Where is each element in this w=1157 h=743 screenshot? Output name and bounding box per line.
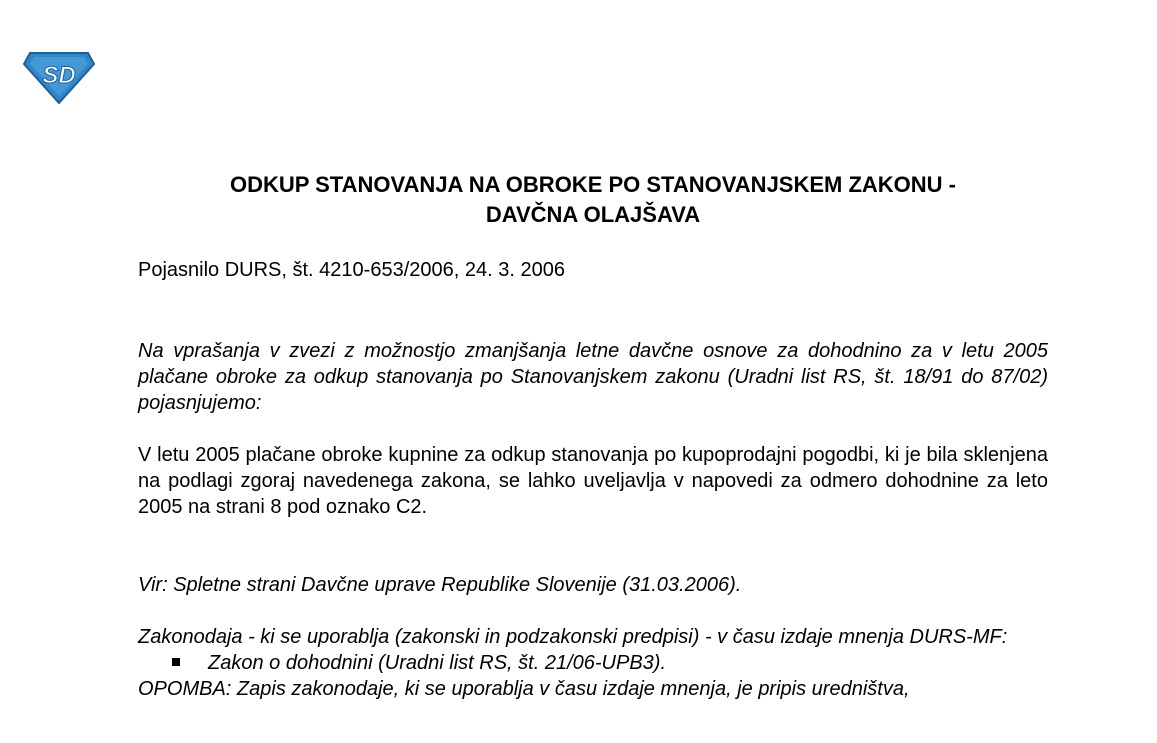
company-logo	[22, 50, 96, 104]
title-line-2: DAVČNA OLAJŠAVA	[485, 202, 701, 227]
source-reference: Pojasnilo DURS, št. 4210-653/2006, 24. 3. 2006	[138, 259, 565, 281]
source-citation: Vir: Spletne strani Davčne uprave Republike Slovenije (31.03.2006).	[138, 574, 742, 596]
answer-paragraph: V letu 2005 plačane obroke kupnine za odkup stanovanja po kupoprodajni pogodbi, ki je bila sklenjena na podlagi zgoraj navedenega zakona, se lahko uveljavlja v napovedi za odmero dohodnine za leto 2005 na strani 8 pod oznako C2.	[138, 444, 1048, 518]
law-list	[138, 650, 1048, 676]
title-line-1: ODKUP STANOVANJA NA OBROKE PO STANOVANJSKEM ZAKONU -	[229, 172, 957, 197]
document-title	[138, 170, 1048, 230]
bullet-square-icon	[172, 658, 180, 666]
logo-lettering: SD	[42, 62, 76, 89]
law-item-text: Zakon o dohodnini (Uradni list RS, št. 21/06-UPB3).	[208, 652, 666, 674]
question-paragraph: Na vprašanja v zvezi z možnostjo zmanjšanja letne davčne osnove za dohodnino za v letu 2005 plačane obroke za odkup stanovanja po Stanovanjskem zakonu (Uradni list RS, št. 18/91 do 87/02) pojasnjujemo:	[138, 340, 1048, 414]
document-body	[138, 170, 1048, 702]
editorial-note: OPOMBA: Zapis zakonodaje, ki se uporablja v času izdaje mnenja, je pripis uredništva,	[138, 678, 910, 700]
legislation-intro: Zakonodaja - ki se uporablja (zakonski in podzakonski predpisi) - v času izdaje mnenja DURS-MF:	[138, 626, 1008, 648]
list-item	[172, 650, 1048, 676]
